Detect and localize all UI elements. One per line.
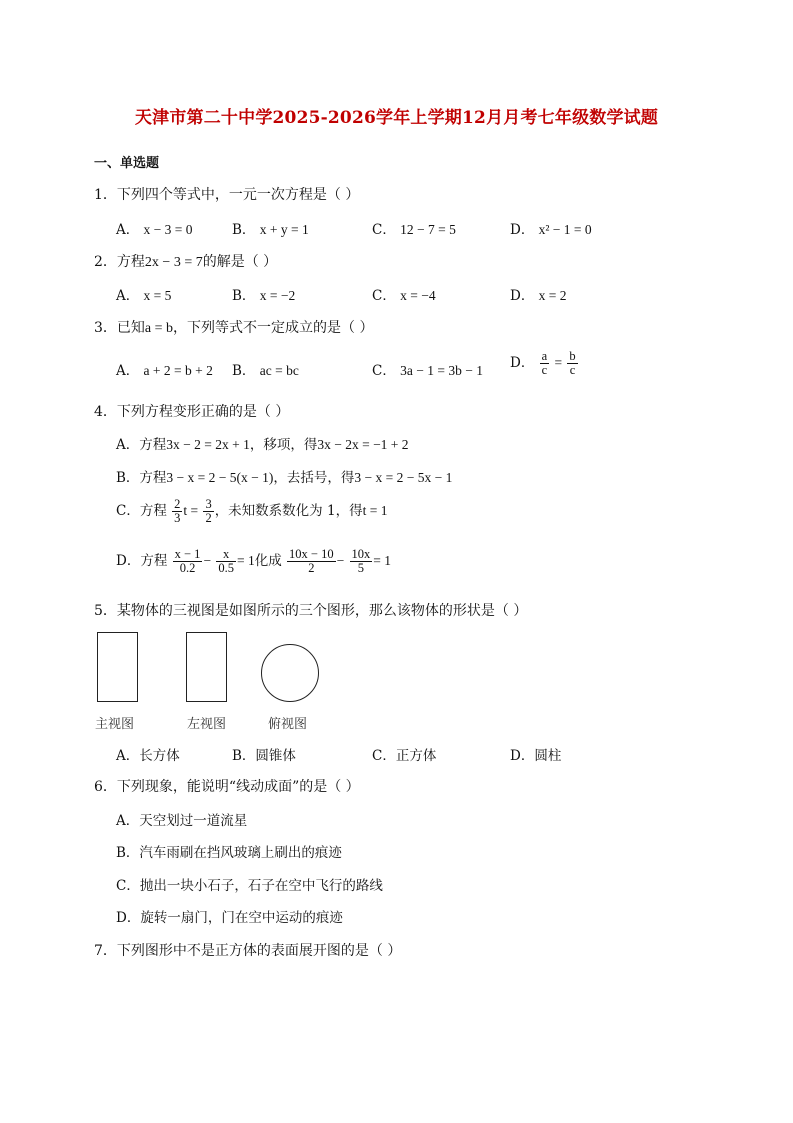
question-5-stem: 5．某物体的三视图是如图所示的三个图形，那么该物体的形状是（ ）	[94, 603, 528, 619]
q1-option-c[interactable]: C． 12 − 7 = 5	[372, 222, 456, 238]
section-heading: 一、单选题	[94, 156, 160, 171]
fraction: $\frac{10x}{5}$	[351, 547, 371, 576]
fraction: $\frac{a}{c}$	[541, 349, 548, 378]
q4-option-d[interactable]: D．方程 $\frac{x - 1}{0.2}$ − $\frac{x}{0.5}$ = 1化成 $\frac{10x - 10}{2}$ − $\frac{10x}{5}$ = 1	[116, 547, 392, 576]
fraction: $\frac{2}{3}$	[174, 497, 181, 526]
fraction: $\frac{x - 1}{0.2}$	[174, 547, 201, 576]
q5-option-b[interactable]: B．圆锥体	[232, 748, 296, 764]
fraction: $\frac{b}{c}$	[569, 349, 576, 378]
q5-option-c[interactable]: C．正方体	[372, 748, 437, 764]
q2-option-a[interactable]: A． x = 5	[116, 288, 172, 304]
q2-option-c[interactable]: C． x = −4	[372, 288, 436, 304]
q3-option-d[interactable]: D． $\frac{a}{c}$ = $\frac{b}{c}$	[510, 349, 576, 378]
top-view-circle	[261, 644, 319, 702]
q1-option-a[interactable]: A． x − 3 = 0	[116, 222, 193, 238]
q1-option-b[interactable]: B． x + y = 1	[232, 222, 309, 238]
q1-option-d[interactable]: D． x² − 1 = 0	[510, 222, 592, 238]
q4-option-b[interactable]: B．方程3 − x = 2 − 5(x − 1)，去括号，得3 − x = 2 − 5x − 1	[116, 470, 453, 486]
q6-option-b[interactable]: B．汽车雨刷在挡风玻璃上刷出的痕迹	[116, 845, 342, 861]
fraction: $\frac{3}{2}$	[205, 497, 212, 526]
q6-option-a[interactable]: A．天空划过一道流星	[116, 813, 248, 829]
question-4-stem: 4．下列方程变形正确的是（ ）	[94, 404, 290, 420]
question-2-stem: 2．方程2x − 3 = 7的解是（ ）	[94, 254, 278, 270]
fraction: $\frac{x}{0.5}$	[218, 547, 234, 576]
q2-option-d[interactable]: D． x = 2	[510, 288, 567, 304]
q4-option-c[interactable]: C．方程 $\frac{2}{3}$ t = $\frac{3}{2}$ ，未知数系数化为 1，得t = 1	[116, 497, 388, 526]
q6-option-c[interactable]: C．抛出一块小石子，石子在空中飞行的路线	[116, 878, 383, 894]
question-3-stem: 3．已知a = b，下列等式不一定成立的是（ ）	[94, 320, 374, 336]
front-view-rectangle	[97, 632, 138, 702]
q3-option-a[interactable]: A． a + 2 = b + 2	[116, 363, 213, 379]
q3-option-c[interactable]: C． 3a − 1 = 3b − 1	[372, 363, 483, 379]
q2-option-b[interactable]: B． x = −2	[232, 288, 296, 304]
side-view-caption: 左视图	[187, 717, 227, 732]
fraction: $\frac{10x - 10}{2}$	[289, 547, 334, 576]
q5-option-d[interactable]: D．圆柱	[510, 748, 562, 764]
front-view-caption: 主视图	[95, 717, 135, 732]
side-view-rectangle	[186, 632, 227, 702]
exam-title: 天津市第二十中学2025-2026学年上学期12月月考七年级数学试题	[134, 108, 659, 128]
q4-option-a[interactable]: A．方程3x − 2 = 2x + 1，移项，得3x − 2x = −1 + 2	[116, 437, 409, 453]
q3-option-b[interactable]: B． ac = bc	[232, 363, 299, 379]
top-view-caption: 俯视图	[268, 717, 308, 732]
question-7-stem: 7．下列图形中不是正方体的表面展开图的是（ ）	[94, 943, 402, 959]
question-6-stem: 6．下列现象，能说明“线动成面”的是（ ）	[94, 779, 360, 795]
question-1-stem: 1．下列四个等式中，一元一次方程是（ ）	[94, 187, 360, 203]
q6-option-d[interactable]: D．旋转一扇门，门在空中运动的痕迹	[116, 910, 343, 926]
q5-option-a[interactable]: A．长方体	[116, 748, 180, 764]
